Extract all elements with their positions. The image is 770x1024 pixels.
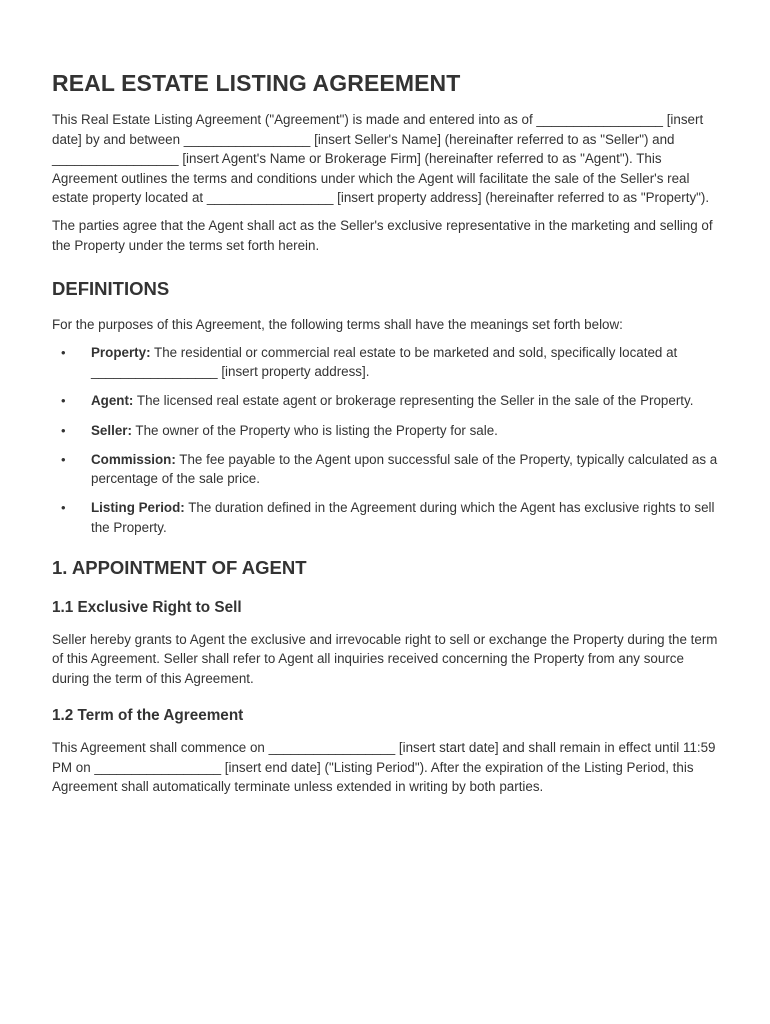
document-title: REAL ESTATE LISTING AGREEMENT: [52, 70, 461, 96]
subsection-1-1-text: Seller hereby grants to Agent the exclusive and irrevocable right to sell or exchange the Property during the term of this Agreement. Seller shall refer to Agent all inquiries received concerning the Property from any source during the term of this Agreement.: [52, 631, 718, 686]
list-item: [52, 343, 720, 382]
bullet-icon: •: [61, 393, 66, 409]
bullet-icon: •: [61, 344, 66, 360]
definition-text: The owner of the Property who is listing the Property for sale.: [131, 422, 498, 438]
list-item: [52, 421, 720, 441]
definition-text: The residential or commercial real estate to be marketed and sold, specifically located at _________________ [insert property address].: [91, 344, 678, 380]
subsection-1-2-heading: 1.2 Term of the Agreement: [52, 707, 244, 725]
list-item: [52, 498, 720, 537]
definition-term: Commission:: [91, 451, 176, 467]
intro-paragraph-2: The parties agree that the Agent shall act as the Seller's exclusive representative in the marketing and selling of the Property under the terms set forth herein.: [52, 217, 713, 253]
section-1-heading: 1. APPOINTMENT OF AGENT: [52, 556, 307, 578]
definition-text: The fee payable to the Agent upon successful sale of the Property, typically calculated as a percentage of the sale price.: [91, 451, 718, 487]
definition-term: Seller:: [91, 422, 132, 438]
definition-text: The duration defined in the Agreement during which the Agent has exclusive rights to sell the Property.: [91, 500, 715, 535]
definition-term: Property:: [91, 344, 151, 360]
subsection-1-1-heading: 1.1 Exclusive Right to Sell: [52, 598, 242, 616]
definitions-heading: DEFINITIONS: [52, 278, 170, 300]
subsection-1-2-text: This Agreement shall commence on _________________ [insert start date] and shall remain in effect until 11:59 PM on _________________ [insert end date] ("Listing Period"). After the expiration of the Listing Period, this Agreement shall automatically terminate unless extended in writing by both parties.: [52, 740, 716, 795]
list-item: [52, 450, 720, 489]
list-item: [52, 391, 720, 411]
bullet-icon: •: [61, 500, 66, 516]
intro-paragraph-1: This Real Estate Listing Agreement ("Agreement") is made and entered into as of _________________ [insert date] by and between _________________ [insert Seller's Name] (hereinafter referred to as "Seller") and _________________ [insert Agent's Name or Brokerage Firm] (hereinafter referred to as "Agent"). This Agreement outlines the terms and conditions under which the Agent will facilitate the sale of the Seller's real estate property located at _________________ [insert property address] (hereinafter referred to as "Property").: [52, 112, 710, 206]
definition-term: Listing Period:: [91, 500, 185, 516]
definition-term: Agent:: [91, 393, 134, 409]
definition-text: The licensed real estate agent or brokerage representing the Seller in the sale of the Property.: [133, 393, 694, 409]
bullet-icon: •: [61, 422, 66, 438]
document-page: [52, 70, 720, 805]
definitions-intro: For the purposes of this Agreement, the following terms shall have the meanings set forth below:: [52, 317, 623, 333]
definitions-list: [52, 343, 720, 538]
bullet-icon: •: [61, 451, 66, 467]
